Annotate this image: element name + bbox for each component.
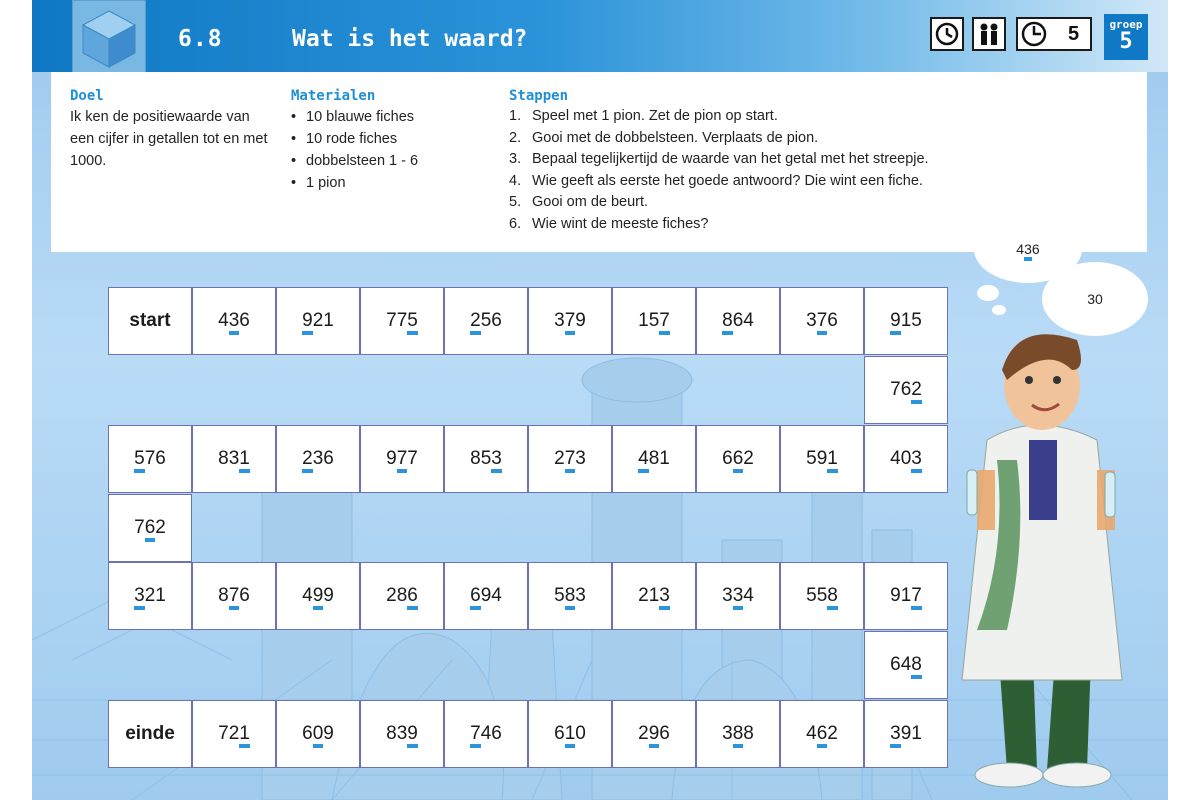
cell-number (806, 723, 838, 748)
marked-digit: 7 (659, 310, 670, 335)
digit: 4 (1016, 241, 1025, 257)
cell-number (134, 517, 166, 542)
digit: 5 (806, 448, 817, 469)
marked-digit: 9 (302, 310, 313, 335)
digit: 4 (491, 585, 502, 606)
marked-digit: 6 (145, 517, 156, 542)
digit: 4 (480, 723, 492, 744)
cell-number (806, 585, 838, 610)
cell-number (806, 448, 838, 473)
material-item: • 1 pion (291, 172, 418, 194)
digit: 5 (911, 310, 922, 331)
step-item: 3. Bepaal tegelijkertijd de waarde van het getal met het streepje. (509, 151, 929, 167)
marked-digit: 6 (407, 585, 418, 610)
time-value: 5 (1068, 23, 1080, 45)
cell-number (302, 448, 334, 473)
digit: 7 (218, 723, 229, 744)
digit: 3 (575, 448, 586, 469)
board-cell (528, 562, 612, 630)
cell-number (386, 310, 418, 335)
board-cell (276, 700, 360, 768)
board-cell (360, 425, 444, 493)
board-cell (444, 287, 528, 355)
cell-number (722, 585, 754, 610)
digit: 6 (239, 310, 250, 331)
cell-number (554, 585, 586, 610)
marked-digit: 3 (890, 723, 901, 748)
cell-number (638, 448, 670, 473)
marked-digit: 7 (565, 448, 576, 473)
digit: 3 (722, 585, 733, 606)
step-item: 5. Gooi om de beurt. (509, 194, 649, 210)
marked-digit: 2 (302, 448, 313, 473)
cell-number (134, 448, 166, 473)
board-cell (528, 700, 612, 768)
cell-number (722, 723, 754, 748)
digit: 6 (890, 654, 901, 675)
marked-digit: 3 (134, 585, 145, 610)
digit: 6 (302, 723, 313, 744)
step-item: 4. Wie geeft als eerste het goede antwoord? Die wint een fiche. (509, 172, 923, 189)
digit: 8 (386, 723, 397, 744)
marked-digit: 4 (638, 448, 649, 473)
bubble-answer: 30 (1087, 291, 1103, 307)
marked-digit: 3 (491, 448, 502, 473)
board-cell (360, 562, 444, 630)
digit: 7 (407, 448, 418, 469)
cell-number: einde (125, 723, 175, 744)
marked-digit: 9 (407, 723, 418, 748)
digit: 0 (575, 723, 586, 744)
digit: 3 (554, 310, 565, 331)
board-cell (780, 700, 864, 768)
digit: 4 (302, 585, 313, 606)
board-cell (696, 700, 780, 768)
digit: 3 (575, 585, 586, 606)
board-cell (864, 562, 948, 630)
marked-digit: 5 (134, 448, 145, 473)
digit: 6 (239, 585, 250, 606)
digit: 1 (659, 448, 670, 469)
board-cell (696, 287, 780, 355)
marked-digit: 3 (911, 448, 922, 473)
marked-digit: 1 (827, 448, 838, 473)
marked-digit: 1 (565, 723, 576, 748)
digit: 5 (480, 448, 492, 469)
cell-number (890, 654, 922, 679)
digit: 1 (900, 585, 912, 606)
digit: 6 (1031, 241, 1040, 257)
lesson-number: 6.8 (178, 26, 223, 52)
digit: 2 (312, 310, 324, 331)
marked-digit: 3 (733, 585, 744, 610)
digit: 7 (396, 310, 408, 331)
cell-number (302, 585, 334, 610)
digit: 9 (480, 585, 492, 606)
board-cell (276, 425, 360, 493)
board-cell (360, 700, 444, 768)
digit: 2 (144, 585, 156, 606)
digit: 2 (638, 723, 649, 744)
digit: 2 (827, 723, 838, 744)
board-cell (864, 287, 948, 355)
board-cell (864, 631, 948, 699)
digit: 9 (323, 723, 334, 744)
marked-digit: 6 (733, 448, 744, 473)
digit: 2 (228, 723, 240, 744)
board-cell (864, 425, 948, 493)
digit: 9 (323, 585, 334, 606)
digit: 2 (743, 448, 754, 469)
digit: 1 (638, 310, 649, 331)
material-item: • 10 blauwe fiches (291, 106, 418, 128)
cell-number (890, 379, 922, 404)
digit: 9 (575, 310, 586, 331)
cell-number (890, 448, 922, 473)
digit: 2 (554, 448, 565, 469)
digit: 3 (722, 723, 733, 744)
digit: 1 (155, 585, 166, 606)
cell-number (470, 310, 502, 335)
cell-number (470, 448, 502, 473)
marked-digit: 8 (911, 654, 922, 679)
cell-number (302, 310, 334, 335)
board-cell (108, 425, 192, 493)
marked-digit: 8 (565, 585, 576, 610)
digit: 6 (155, 448, 166, 469)
digit: 2 (638, 585, 649, 606)
digit: 6 (722, 448, 733, 469)
steps-heading: Stappen (509, 88, 569, 104)
board-cell (192, 700, 276, 768)
digit: 6 (554, 723, 565, 744)
marked-digit: 9 (313, 585, 324, 610)
digit: 9 (386, 448, 397, 469)
board-cell (444, 562, 528, 630)
board-cell (780, 562, 864, 630)
board-cell (108, 494, 192, 562)
marked-digit: 9 (649, 723, 660, 748)
board-cell (528, 287, 612, 355)
marked-digit: 7 (229, 585, 240, 610)
cell-number (218, 310, 250, 335)
board-cell (612, 425, 696, 493)
end-cell (108, 700, 192, 768)
board-cell (780, 425, 864, 493)
digit: 2 (386, 585, 397, 606)
digit: 7 (134, 517, 145, 538)
digit: 6 (732, 310, 744, 331)
cell-number (386, 585, 418, 610)
board-cell (276, 562, 360, 630)
cell-number (386, 448, 418, 473)
board-cell (612, 562, 696, 630)
digit: 4 (900, 654, 912, 675)
cell-number (218, 723, 250, 748)
digit: 6 (659, 723, 670, 744)
start-cell (108, 287, 192, 355)
marked-digit: 9 (890, 310, 901, 335)
digit: 4 (743, 310, 754, 331)
digit: 1 (323, 310, 334, 331)
cell-number (554, 723, 586, 748)
marked-digit: 2 (470, 310, 481, 335)
board-cell (696, 562, 780, 630)
marked-digit: 7 (911, 585, 922, 610)
digit: 4 (890, 448, 901, 469)
board-cell (528, 425, 612, 493)
goal-heading: Doel (70, 88, 104, 104)
marked-digit: 7 (470, 723, 481, 748)
digit: 7 (890, 379, 901, 400)
cell-number (722, 448, 754, 473)
digit: 6 (491, 310, 502, 331)
digit: 9 (890, 585, 901, 606)
marked-digit: 6 (817, 723, 828, 748)
cell-number (638, 585, 670, 610)
digit: 1 (900, 310, 912, 331)
marked-digit: 1 (239, 723, 250, 748)
cell-number (218, 448, 250, 473)
cell-number (638, 310, 670, 335)
board-cell (864, 356, 948, 424)
marked-digit: 7 (817, 310, 828, 335)
digit: 4 (806, 723, 817, 744)
cell-number (134, 585, 166, 610)
digit: 7 (386, 310, 397, 331)
marked-digit: 0 (313, 723, 324, 748)
cell-number (554, 448, 586, 473)
marked-digit: 6 (470, 585, 481, 610)
digit: 0 (900, 448, 912, 469)
marked-digit: 3 (659, 585, 670, 610)
cell-number (638, 723, 670, 748)
digit: 3 (806, 310, 817, 331)
board-cell (192, 425, 276, 493)
digit: 3 (312, 448, 324, 469)
marked-digit: 7 (397, 448, 408, 473)
lesson-title: Wat is het waard? (292, 26, 528, 52)
materials-heading: Materialen (291, 88, 376, 104)
digit: 6 (827, 310, 838, 331)
cell-number (890, 585, 922, 610)
cell-number (470, 723, 502, 748)
digit: 5 (806, 585, 817, 606)
marked-digit: 7 (565, 310, 576, 335)
cell-number (554, 310, 586, 335)
cell-number (386, 723, 418, 748)
digit: 3 (396, 723, 408, 744)
digit: 1 (648, 585, 660, 606)
board-cell (444, 425, 528, 493)
board-cell (108, 562, 192, 630)
material-item: • dobbelsteen 1 - 6 (291, 150, 418, 172)
digit: 6 (323, 448, 334, 469)
digit: 5 (480, 310, 492, 331)
digit: 5 (648, 310, 660, 331)
digit: 6 (491, 723, 502, 744)
board-cell (192, 287, 276, 355)
cell-number (890, 723, 922, 748)
marked-digit: 8 (733, 723, 744, 748)
board-cell (444, 700, 528, 768)
digit: 8 (470, 448, 481, 469)
digit: 4 (218, 310, 229, 331)
marked-digit: 2 (911, 379, 922, 404)
goal-text: Ik ken de positiewaarde van een cijfer in getallen tot en met 1000. (70, 109, 268, 169)
board-cell (780, 287, 864, 355)
digit: 8 (218, 448, 229, 469)
board-cell (612, 700, 696, 768)
digit: 6 (900, 379, 912, 400)
digit: 3 (228, 448, 240, 469)
step-item: 2. Gooi met de dobbelsteen. Verplaats de pion. (509, 129, 819, 146)
digit: 9 (900, 723, 912, 744)
board-cell (696, 425, 780, 493)
digit: 8 (396, 585, 408, 606)
marked-digit: 5 (407, 310, 418, 335)
marked-digit: 8 (722, 310, 733, 335)
digit: 5 (816, 585, 828, 606)
digit: 4 (743, 585, 754, 606)
board-cell (864, 700, 948, 768)
game-page (32, 0, 1168, 800)
board-cell (276, 287, 360, 355)
digit: 8 (218, 585, 229, 606)
digit: 2 (155, 517, 166, 538)
cell-number (302, 723, 334, 748)
board-cell (612, 287, 696, 355)
digit: 5 (554, 585, 565, 606)
cell-number (722, 310, 754, 335)
groep-label: groep (1109, 18, 1143, 31)
cell-number (218, 585, 250, 610)
digit: 7 (144, 448, 156, 469)
game-board (32, 0, 1168, 800)
groep-number: 5 (1119, 29, 1133, 54)
step-item: 6. Wie wint de meeste fiches? (509, 215, 709, 232)
marked-digit: 3 (1024, 241, 1032, 261)
digit: 9 (816, 448, 828, 469)
material-item: • 10 rode fiches (291, 128, 418, 150)
cell-number (890, 310, 922, 335)
step-item: 1. Speel met 1 pion. Zet de pion op start. (509, 108, 778, 124)
digit: 8 (648, 448, 660, 469)
board-cell (192, 562, 276, 630)
marked-digit: 1 (239, 448, 250, 473)
cell-number: start (129, 310, 171, 331)
marked-digit: 3 (229, 310, 240, 335)
cell-number (806, 310, 838, 335)
cell-number (470, 585, 502, 610)
digit: 1 (911, 723, 922, 744)
marked-digit: 8 (827, 585, 838, 610)
board-cell (360, 287, 444, 355)
digit: 8 (743, 723, 754, 744)
